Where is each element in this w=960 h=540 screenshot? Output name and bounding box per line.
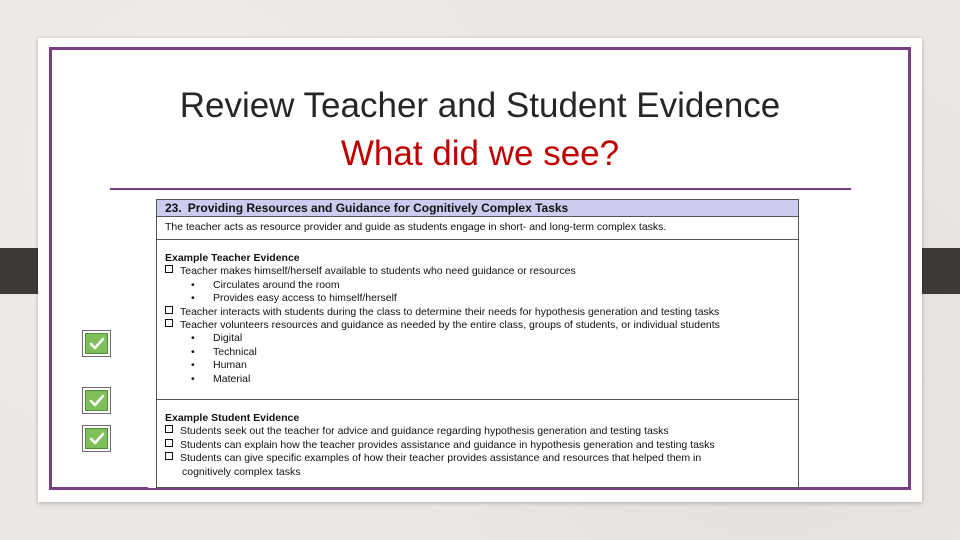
checked-checkbox (82, 330, 111, 357)
student-evidence-section (157, 400, 798, 479)
rubric-heading-text: Providing Resources and Guidance for Cognitively Complex Tasks (187, 201, 569, 215)
slide-title: Review Teacher and Student Evidence (179, 86, 781, 125)
checkmark-icon (89, 337, 105, 351)
bullet-icon: • (191, 332, 195, 345)
checked-checkbox (82, 387, 111, 414)
evidence-item: Teacher makes himself/herself available to students who need guidance or resources (165, 265, 798, 278)
evidence-subitem: • Technical (191, 345, 257, 358)
bullet-icon: • (191, 292, 195, 305)
evidence-subitem: • Human (191, 359, 247, 372)
checkbox-square-icon (165, 425, 173, 433)
checkbox-square-icon (165, 439, 173, 447)
checkmark-icon (89, 394, 105, 408)
evidence-item-continuation: cognitively complex tasks (182, 465, 301, 478)
evidence-subitem: • Material (191, 372, 251, 385)
checked-checkbox (82, 425, 111, 452)
checkbox-square-icon (165, 319, 173, 327)
evidence-item: Teacher volunteers resources and guidance as needed by the entire class, groups of students, or individual students (165, 319, 798, 332)
evidence-subitem: • Circulates around the room (191, 278, 340, 291)
bullet-icon: • (191, 359, 195, 372)
evidence-item: Students can explain how the teacher provides assistance and guidance in hypothesis generation and testing tasks (165, 439, 798, 452)
bullet-icon: • (191, 372, 195, 385)
evidence-item: Students seek out the teacher for advice and guidance regarding hypothesis generation and testing tasks (165, 425, 798, 438)
bullet-icon: • (191, 278, 195, 291)
rubric-number: 23. (165, 201, 182, 215)
teacher-evidence-section (157, 240, 798, 400)
title-divider (110, 188, 851, 190)
checkbox-square-icon (165, 452, 173, 460)
checkmark-icon (89, 432, 105, 446)
teacher-evidence-title: Example Teacher Evidence (165, 252, 300, 264)
rubric-heading (157, 200, 798, 217)
rubric-table (156, 199, 799, 488)
checkbox-square-icon (165, 306, 173, 314)
bullet-icon: • (191, 345, 195, 358)
evidence-subitem: • Provides easy access to himself/herself (191, 292, 397, 305)
rubric-document-image (148, 196, 799, 488)
checkbox-square-icon (165, 265, 173, 273)
slide-subtitle: What did we see? (340, 134, 620, 173)
evidence-subitem: • Digital (191, 332, 243, 345)
evidence-item: Students can give specific examples of how their teacher provides assistance and resources that helped them in (165, 452, 798, 465)
evidence-item: Teacher interacts with students during the class to determine their needs for hypothesis generation and testing tasks (165, 306, 798, 319)
rubric-description: The teacher acts as resource provider and guide as students engage in short- and long-term complex tasks. (157, 217, 798, 240)
student-evidence-title: Example Student Evidence (165, 412, 300, 424)
